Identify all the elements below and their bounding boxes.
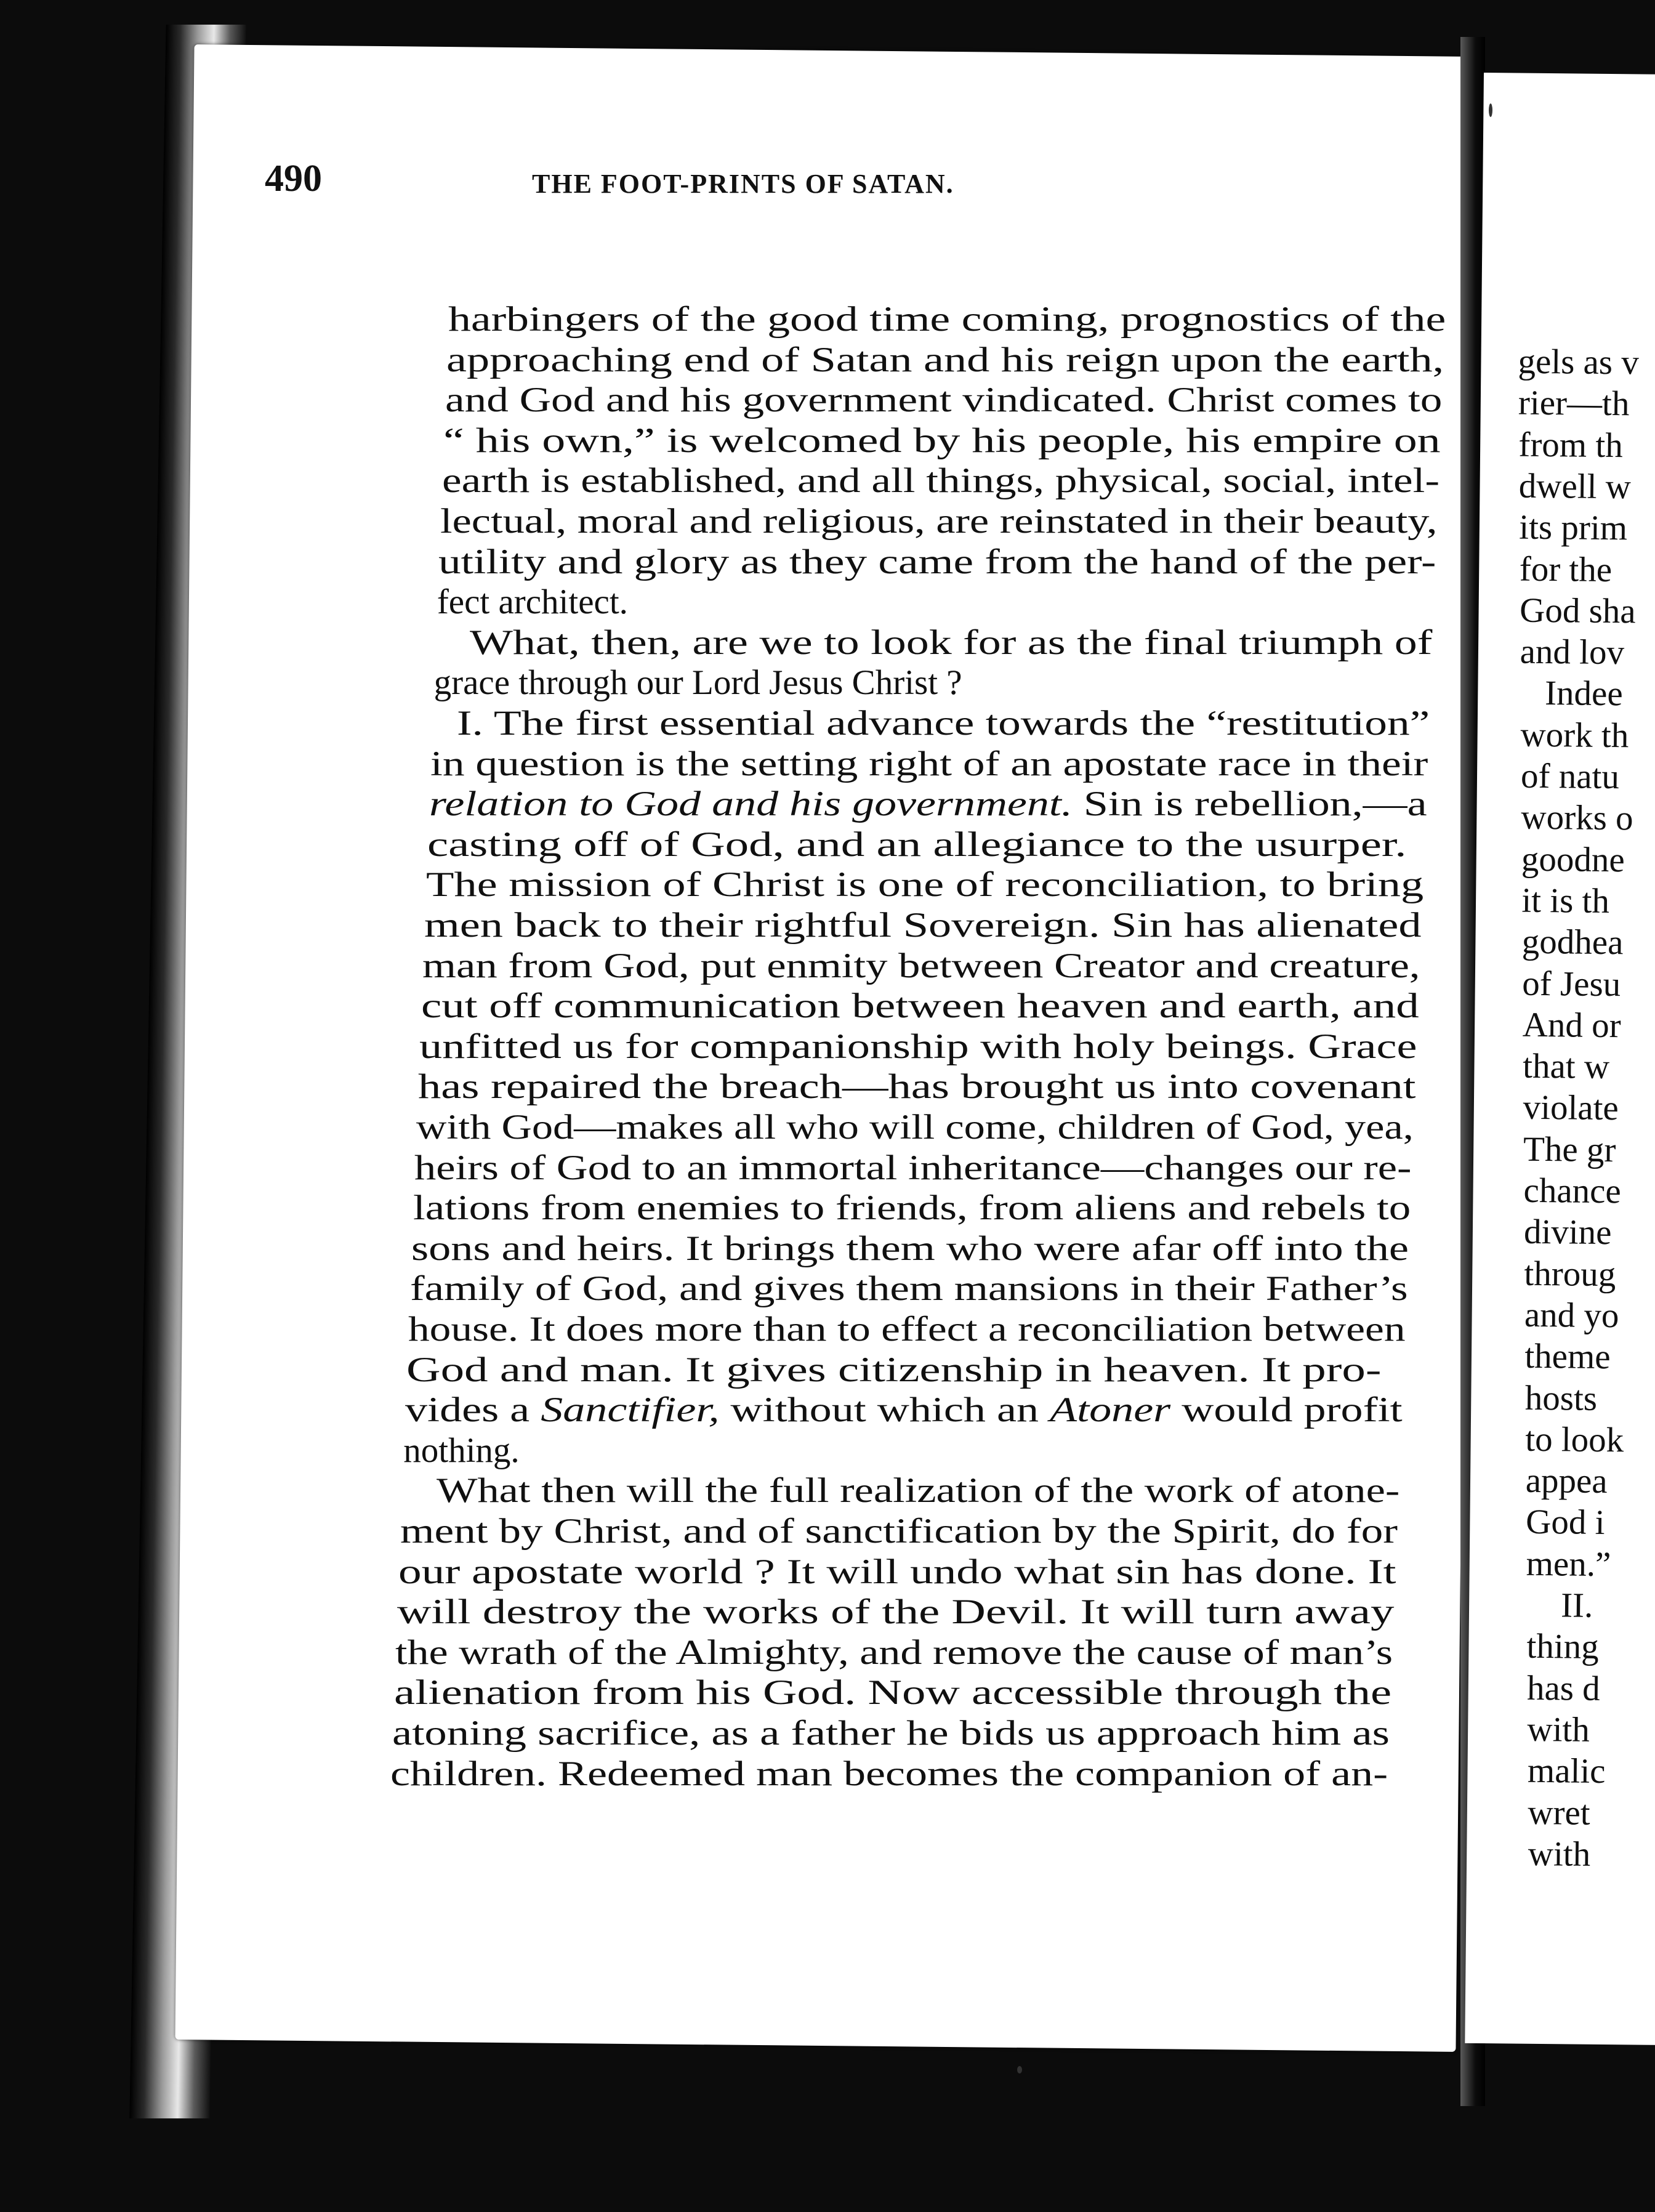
right-page-line: its prim	[1519, 507, 1628, 548]
body-line: approaching end of Satan and his reign upon the earth,	[446, 340, 1444, 379]
right-page-line: from th	[1518, 425, 1624, 465]
page-number: 490	[265, 158, 322, 200]
body-line: will destroy the works of the Devil. It will turn away	[397, 1592, 1395, 1632]
body-line: children. Redeemed man becomes the companion of an-	[390, 1754, 1388, 1793]
body-line: atoning sacrifice, as a father he bids us approach him as	[392, 1714, 1390, 1753]
right-page-line: with	[1527, 1709, 1590, 1750]
right-page-line: thing	[1526, 1627, 1600, 1667]
body-line: unfitted us for companionship with holy beings. Grace	[419, 1027, 1417, 1066]
body-line: God and man. It gives citizenship in heaven. It pro-	[406, 1350, 1382, 1389]
page-speck	[1017, 2066, 1022, 2073]
body-line: the wrath of the Almighty, and remove the cause of man’s	[395, 1633, 1393, 1672]
right-page-line: to look	[1524, 1419, 1624, 1460]
body-line: grace through our Lord Jesus Christ ?	[433, 663, 962, 703]
right-page-line: it is th	[1521, 881, 1610, 921]
body-line: lations from enemies to friends, from aliens and rebels to	[413, 1189, 1411, 1228]
right-page-line: with	[1528, 1834, 1591, 1874]
body-line: earth is established, and all things, physical, social, intel-	[441, 461, 1440, 501]
right-page-line: dwell w	[1518, 466, 1632, 507]
right-page-line: of natu	[1520, 756, 1620, 797]
right-page-line: godhea	[1521, 922, 1624, 963]
right-page-line: of Jesu	[1522, 964, 1621, 1004]
body-line: relation to God and his government. Sin is rebellion,—a	[429, 785, 1427, 824]
right-page-line: throug	[1524, 1254, 1616, 1294]
right-page-line: for the	[1519, 549, 1613, 589]
right-page-line: that w	[1522, 1046, 1610, 1087]
body-line: vides a Sanctifier, without which an Atoner would profit	[405, 1391, 1403, 1430]
right-page-line: divine	[1523, 1213, 1612, 1253]
right-page-line: hosts	[1524, 1378, 1598, 1418]
body-line: fect architect.	[437, 583, 628, 622]
right-page-line: goodne	[1521, 839, 1625, 879]
right-page-line: And or	[1522, 1005, 1621, 1046]
body-line: man from God, put enmity between Creator and creature,	[422, 946, 1420, 985]
body-line: The mission of Christ is one of reconciliation, to bring	[425, 865, 1423, 905]
page-speck	[1489, 103, 1492, 117]
body-line: family of God, and gives them mansions in their Father’s	[409, 1269, 1408, 1309]
body-line: has repaired the breach—has brought us into covenant	[417, 1067, 1416, 1107]
body-line: sons and heirs. It brings them who were afar off into the	[411, 1229, 1409, 1268]
right-page-line: violate	[1523, 1088, 1619, 1128]
body-line: I. The first essential advance towards the “restitution”	[457, 704, 1430, 743]
right-page-line: work th	[1520, 715, 1629, 755]
body-line: cut off communication between heaven and earth, and	[421, 987, 1419, 1026]
right-page-line: appea	[1525, 1461, 1608, 1501]
body-line: house. It does more than to effect a reconciliation between	[408, 1310, 1406, 1349]
right-page-line: The gr	[1523, 1129, 1616, 1169]
right-page-line: Indee	[1544, 674, 1624, 714]
body-line: “ his own,” is welcomed by his people, his empire on	[443, 421, 1441, 460]
right-page-line: theme	[1524, 1336, 1611, 1377]
body-line: utility and glory as they came from the hand of the per-	[438, 542, 1436, 581]
running-title: THE FOOT-PRINTS OF SATAN.	[532, 169, 954, 199]
body-line: in question is the setting right of an apostate race in their	[430, 744, 1428, 783]
right-page-line: malic	[1527, 1751, 1606, 1791]
body-line: lectual, moral and religious, are reinstated in their beauty,	[440, 502, 1438, 541]
body-line: heirs of God to an immortal inheritance—changes our re-	[414, 1148, 1412, 1187]
right-page-line: and lov	[1520, 632, 1625, 672]
right-page-line: God sha	[1519, 591, 1636, 631]
right-page-line: God i	[1525, 1503, 1605, 1543]
body-line: harbingers of the good time coming, prognostics of the	[448, 300, 1446, 339]
body-line: with God—makes all who will come, children of God, yea,	[416, 1108, 1414, 1147]
body-line: What, then, are we to look for as the final triumph of	[470, 623, 1433, 662]
body-line: ment by Christ, and of sanctification by the Spirit, do for	[400, 1512, 1398, 1551]
body-line: men back to their rightful Sovereign. Sin has alienated	[424, 906, 1422, 945]
right-page-line: works o	[1521, 797, 1633, 838]
right-page-line: men.”	[1526, 1544, 1611, 1584]
body-line: our apostate world ? It will undo what sin has done. It	[398, 1552, 1397, 1591]
body-line: casting off of God, and an allegiance to the usurper.	[427, 825, 1407, 864]
right-page-line: chance	[1523, 1171, 1622, 1211]
body-line: alienation from his God. Now accessible through the	[393, 1673, 1391, 1713]
right-page-line: and yo	[1524, 1295, 1619, 1336]
body-line: nothing.	[403, 1431, 520, 1470]
right-page-line: has d	[1526, 1668, 1601, 1708]
right-page-line: rier—th	[1518, 383, 1630, 424]
body-line: What then will the full realization of the work of atone-	[436, 1471, 1399, 1511]
right-page-line: wret	[1528, 1793, 1590, 1833]
right-page-line: gels as v	[1518, 342, 1640, 382]
body-line: and God and his government vindicated. Christ comes to	[445, 381, 1443, 420]
right-page-line: II.	[1560, 1586, 1593, 1625]
